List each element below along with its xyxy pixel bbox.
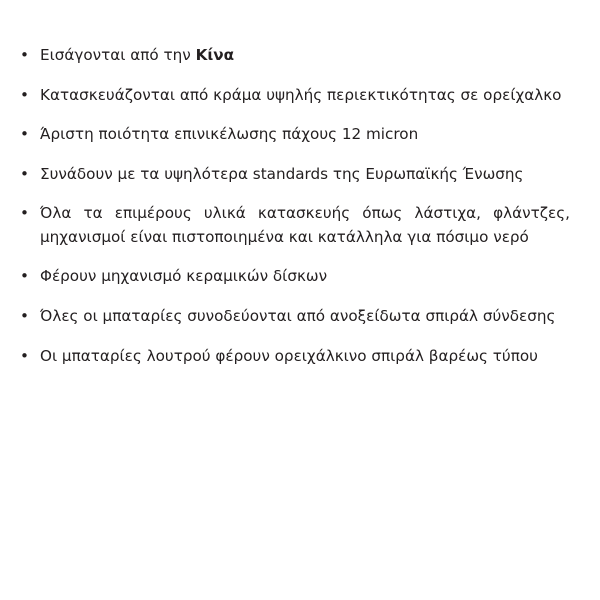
list-item <box>14 44 570 68</box>
bullet-marker: • <box>20 267 29 286</box>
list-item <box>14 84 570 108</box>
list-item-text: Κατασκευάζονται από κράμα υψηλής περιεκτικότητας σε ορείχαλκο <box>40 85 562 104</box>
bullet-marker: • <box>20 85 29 104</box>
list-item <box>14 265 570 289</box>
bullet-marker: • <box>20 306 29 325</box>
bullet-marker: • <box>20 46 29 64</box>
bullet-marker: • <box>20 125 29 144</box>
bullet-marker: • <box>20 204 29 223</box>
list-item <box>14 163 570 187</box>
list-item-text: Άριστη ποιότητα επινικέλωσης πάχους 12 micron <box>40 125 419 144</box>
feature-bullet-list <box>14 44 570 368</box>
list-item <box>14 305 570 329</box>
list-item <box>14 123 570 147</box>
list-item-text: Όλα τα επιμέρους υλικά κατασκευής όπως λάστιχα, φλάντζες, μηχανισμοί είναι πιστοποιημένα και κατάλληλα για πόσιμο νερό <box>40 204 570 246</box>
list-item-text: Οι μπαταρίες λουτρού φέρουν ορειχάλκινο σπιράλ βαρέως τύπου <box>40 346 538 365</box>
list-item-emphasis: Κίνα <box>195 46 235 64</box>
list-item-text: Φέρουν μηχανισμό κεραμικών δίσκων <box>40 267 328 286</box>
bullet-marker: • <box>20 164 29 183</box>
list-item <box>14 202 570 249</box>
list-item-text: Εισάγονται από την <box>40 46 196 64</box>
list-item <box>14 345 570 369</box>
list-item-text: Όλες οι μπαταρίες συνοδεύονται από ανοξείδωτα σπιράλ σύνδεσης <box>40 306 556 325</box>
list-item-text: Συνάδουν με τα υψηλότερα standards της Ευρωπαϊκής Ένωσης <box>40 164 524 183</box>
bullet-marker: • <box>20 346 29 365</box>
